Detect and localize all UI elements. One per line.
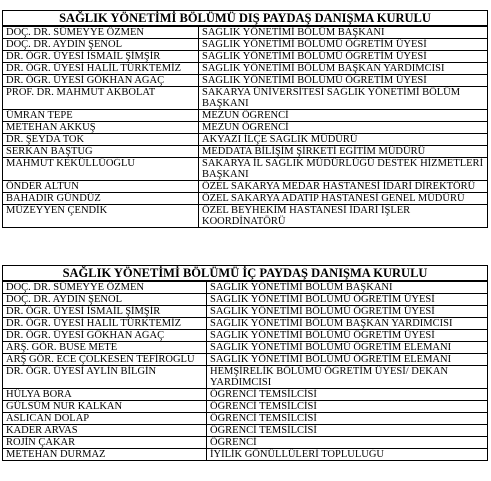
table-row [3, 354, 488, 366]
table-row [3, 51, 488, 63]
table-row [3, 39, 488, 51]
member-role: HEMŞİRELİK BÖLÜMÜ ÖĞRETİM ÜYESİ/ DEKAN YARDIMCISI [207, 366, 488, 389]
table-row [3, 437, 488, 449]
member-name: SERKAN BAŞTUĞ [3, 146, 199, 158]
member-role: SAĞLIK YÖNETİMİ BÖLÜMÜ ÖĞRETİM ÜYESİ [199, 75, 488, 87]
member-name: DR. ÖĞR. ÜYESİ GÖKHAN AĞAÇ [3, 330, 207, 342]
member-name: METEHAN AKKUŞ [3, 122, 199, 134]
ic-paydas-title: SAĞLIK YÖNETİMİ BÖLÜMÜ İÇ PAYDAŞ DANIŞMA KURULU [3, 266, 488, 282]
table-row [3, 318, 488, 330]
member-role: ÖĞRENCİ TEMSİLCİSİ [207, 389, 488, 401]
member-role: SAĞLIK YÖNETİMİ BÖLÜMÜ ÖĞRETİM ELEMANI [207, 354, 488, 366]
member-name: DOÇ. DR. AYDIN ŞENOL [3, 294, 207, 306]
member-name: ÜMRAN TEPE [3, 110, 199, 122]
member-role: ÖĞRENCİ TEMSİLCİSİ [207, 425, 488, 437]
member-name: KADER ARVAS [3, 425, 207, 437]
member-name: DR. ÖĞR. ÜYESİ İSMAİL ŞİMŞİR [3, 51, 199, 63]
table-row [3, 413, 488, 425]
table-row [3, 26, 488, 39]
member-role: SAĞLIK YÖNETİMİ BÖLÜM BAŞKANI [199, 26, 488, 39]
ic-paydas-body [3, 266, 488, 461]
member-role: SAĞLIK YÖNETİMİ BÖLÜMÜ ÖĞRETİM ÜYESİ [207, 330, 488, 342]
ic-paydas-table [2, 265, 488, 461]
member-name: DR. ÖĞR. ÜYESİ GÖKHAN AĞAÇ [3, 75, 199, 87]
member-role: ÖZEL BEYHEKİM HASTANESİ İDARİ İŞLER KOORDİNATÖRÜ [199, 205, 488, 228]
member-role: İYİLİK GÖNÜLLÜLERİ TOPLULUĞU [207, 449, 488, 461]
table-row [3, 342, 488, 354]
table-row [3, 122, 488, 134]
member-name: DR. ÖĞR. ÜYESİ HALİL TÜRKTEMİZ [3, 63, 199, 75]
member-role: SAĞLIK YÖNETİMİ BÖLÜMÜ ÖĞRETİM ELEMANI [207, 342, 488, 354]
ic-paydas-title-row [3, 266, 488, 282]
member-role: SAĞLIK YÖNETİMİ BÖLÜMÜ ÖĞRETİM ÜYESİ [207, 294, 488, 306]
member-name: DR. ÖĞR. ÜYESİ İSMAİL ŞİMŞİR [3, 306, 207, 318]
table-row [3, 294, 488, 306]
member-role: SAĞLIK YÖNETİMİ BÖLÜM BAŞKAN YARDIMCISI [207, 318, 488, 330]
member-role: SAKARYA İL SAĞLIK MÜDÜRLÜĞÜ DESTEK HİZMETLERİ BAŞKANI [199, 158, 488, 181]
member-role: ÖZEL SAKARYA MEDAR HASTANESİ İDARİ DİREKTÖRÜ [199, 181, 488, 193]
dis-paydas-body [3, 11, 488, 228]
table-row [3, 449, 488, 461]
member-name: DR. ÖĞR. ÜYESİ HALİL TÜRKTEMİZ [3, 318, 207, 330]
table-row [3, 134, 488, 146]
member-name: METEHAN DURMAZ [3, 449, 207, 461]
table-row [3, 401, 488, 413]
table-row [3, 281, 488, 294]
member-name: ROJİN ÇAKAR [3, 437, 207, 449]
member-role: AKYAZI İLÇE SAĞLIK MÜDÜRÜ [199, 134, 488, 146]
table-row [3, 306, 488, 318]
table-row [3, 181, 488, 193]
member-name: BAHADIR GÜNDÜZ [3, 193, 199, 205]
table-row [3, 158, 488, 181]
table-row [3, 193, 488, 205]
member-role: ÖĞRENCİ [207, 437, 488, 449]
table-row [3, 425, 488, 437]
member-name: ASLICAN DOLAP [3, 413, 207, 425]
table-row [3, 366, 488, 389]
table-row [3, 146, 488, 158]
member-role: SAĞLIK YÖNETİMİ BÖLÜMÜ ÖĞRETİM ÜYESİ [199, 39, 488, 51]
member-role: SAĞLIK YÖNETİMİ BÖLÜM BAŞKAN YARDIMCISI [199, 63, 488, 75]
member-role: ÖĞRENCİ TEMSİLCİSİ [207, 401, 488, 413]
table-row [3, 389, 488, 401]
table-row [3, 330, 488, 342]
table-row [3, 63, 488, 75]
member-name: DOÇ. DR. SÜMEYYE ÖZMEN [3, 26, 199, 39]
member-name: DOÇ. DR. SÜMEYYE ÖZMEN [3, 281, 207, 294]
member-role: ÖZEL SAKARYA ADATIP HASTANESİ GENEL MÜDÜRÜ [199, 193, 488, 205]
member-name: DR. ŞEYDA TOK [3, 134, 199, 146]
member-role: SAĞLIK YÖNETİMİ BÖLÜMÜ ÖĞRETİM ÜYESİ [199, 51, 488, 63]
dis-paydas-title-row [3, 11, 488, 27]
member-name: DOÇ. DR. AYDIN ŞENOL [3, 39, 199, 51]
member-name: ARŞ. GÖR. BUSE METE [3, 342, 207, 354]
member-role: MEDDATA BİLİŞİM ŞİRKETİ EĞİTİM MÜDÜRÜ [199, 146, 488, 158]
dis-paydas-table [2, 10, 488, 228]
member-name: ARŞ GÖR. ECE ÇOLKESEN TEFİROĞLU [3, 354, 207, 366]
member-role: MEZUN ÖĞRENCİ [199, 110, 488, 122]
table-row [3, 75, 488, 87]
table-row [3, 87, 488, 110]
member-name: MAHMUT KEKÜLLÜOĞLU [3, 158, 199, 181]
member-name: DR. ÖĞR. ÜYESİ AYLİN BİLGİN [3, 366, 207, 389]
member-name: HÜLYA BORA [3, 389, 207, 401]
member-role: SAKARYA ÜNİVERSİTESİ SAĞLIK YÖNETİMİ BÖLÜM BAŞKANI [199, 87, 488, 110]
table-row [3, 205, 488, 228]
table-row [3, 110, 488, 122]
member-name: PROF. DR. MAHMUT AKBOLAT [3, 87, 199, 110]
member-role: ÖĞRENCİ TEMSİLCİSİ [207, 413, 488, 425]
dis-paydas-title: SAĞLIK YÖNETİMİ BÖLÜMÜ DIŞ PAYDAŞ DANIŞMA KURULU [3, 11, 488, 27]
member-name: GÜLSÜM NUR KALKAN [3, 401, 207, 413]
member-name: ÖNDER ALTUN [3, 181, 199, 193]
member-role: SAĞLIK YÖNETİMİ BÖLÜM BAŞKANI [207, 281, 488, 294]
member-role: MEZUN ÖĞRENCİ [199, 122, 488, 134]
member-name: MÜZEYYEN ÇENDİK [3, 205, 199, 228]
member-role: SAĞLIK YÖNETİMİ BÖLÜMÜ ÖĞRETİM ÜYESİ [207, 306, 488, 318]
